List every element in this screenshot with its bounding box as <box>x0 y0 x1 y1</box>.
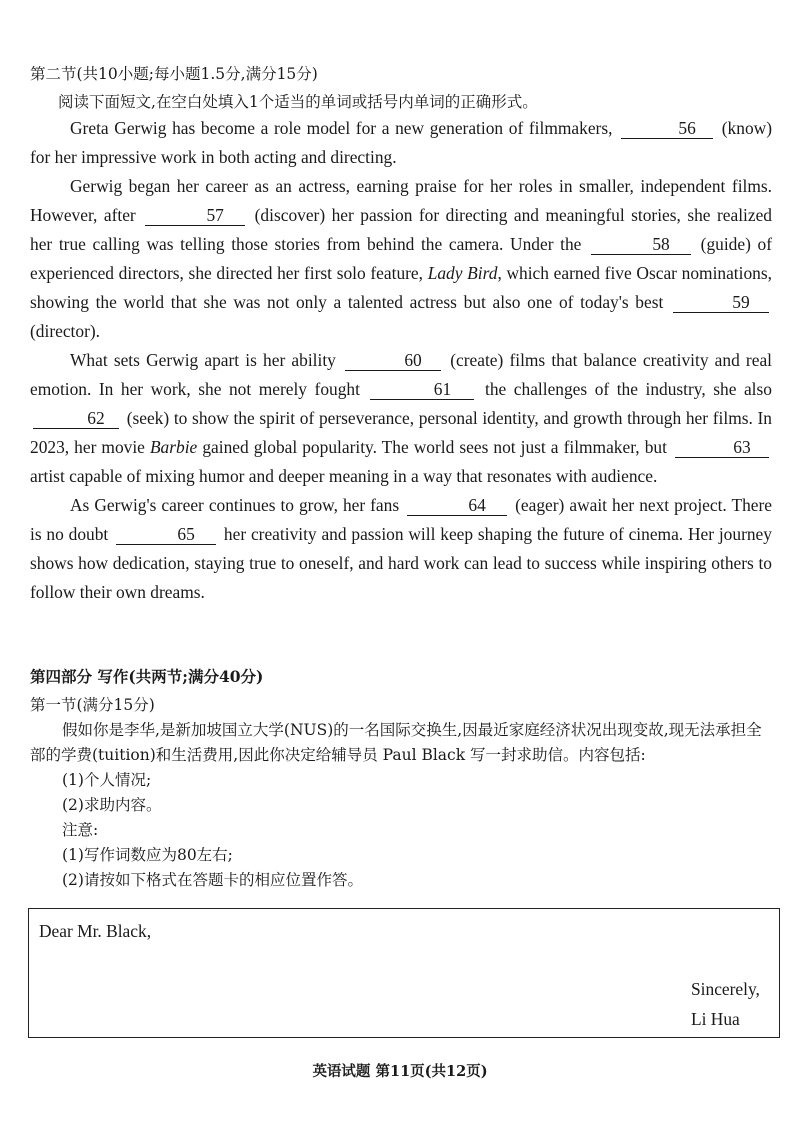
note-2: (2)请按如下格式在答题卡的相应位置作答。 <box>62 871 363 889</box>
part-4-heading: 第四部分 写作(共两节;满分40分) <box>30 667 264 686</box>
passage-paragraph-1 <box>30 114 772 172</box>
passage-text: (guide) of experienced directors, she directed her first solo feature, <box>30 234 772 283</box>
letter-greeting: Dear Mr. Black, <box>39 921 152 941</box>
page-footer: 英语试题 第11页(共12页) <box>312 1063 488 1080</box>
blank-62: 62 <box>33 408 119 429</box>
blank-65: 65 <box>116 524 216 545</box>
passage-paragraph-3 <box>30 346 772 491</box>
passage-text: , which earned five Oscar nominations, showing the world that she was not only a talented actress but also one of today's best <box>30 263 772 312</box>
passage-text: gained global popularity. The world sees not just a filmmaker, but <box>202 437 667 457</box>
cloze-passage <box>30 114 772 607</box>
passage-text: (know) for her impressive work in both acting and directing. <box>30 118 772 167</box>
prompt-item-2: (2)求助内容。 <box>62 796 162 814</box>
blank-64: 64 <box>407 495 507 516</box>
blank-58: 58 <box>591 234 691 255</box>
passage-text: her creativity and passion will keep shaping the future of cinema. Her journey shows how dedication, staying true to oneself, and hard work can lead to success while inspiring others to follow their own dreams. <box>30 524 772 602</box>
blank-60: 60 <box>345 350 441 371</box>
section-1-heading: 第一节(满分15分) <box>30 696 155 714</box>
passage-text: (eager) await her next project. There is no doubt <box>30 495 772 544</box>
blank-61: 61 <box>370 379 474 400</box>
prompt-text: 假如你是李华,是新加坡国立大学(NUS)的一名国际交换生,因最近家庭经济状况出现变故,现无法承担全部的学费(tuition)和生活费用,因此你决定给辅导员 Paul Black 写一封求助信。内容包括: <box>30 721 762 764</box>
passage-text: (director). <box>30 321 101 341</box>
passage-text: (seek) to show the spirit of perseverance, personal identity, and growth through her films. In 2023, her movie <box>30 408 772 457</box>
blank-57: 57 <box>145 205 245 226</box>
passage-paragraph-2 <box>30 172 772 346</box>
prompt-item-1: (1)个人情况; <box>62 771 152 789</box>
blank-59: 59 <box>673 292 769 313</box>
section-2-instruction: 阅读下面短文,在空白处填入1个适当的单词或括号内单词的正确形式。 <box>58 93 538 111</box>
passage-text: (discover) her passion for directing and meaningful stories, she realized her true calling was telling those stories from behind the camera. Under the <box>30 205 772 254</box>
writing-prompt <box>30 718 772 893</box>
section-2-heading: 第二节(共10小题;每小题1.5分,满分15分) <box>30 65 318 83</box>
passage-paragraph-4 <box>30 491 772 607</box>
passage-text: (create) films that balance creativity and real emotion. In her work, she not merely fought <box>30 350 772 399</box>
letter-answer-box <box>28 908 780 1038</box>
letter-closing: Sincerely, <box>691 979 760 999</box>
blank-56: 56 <box>621 118 713 139</box>
passage-text: artist capable of mixing humor and deeper meaning in a way that resonates with audience. <box>30 466 658 486</box>
blank-63: 63 <box>675 437 769 458</box>
passage-text: As Gerwig's career continues to grow, her fans <box>70 495 400 515</box>
passage-text: Gerwig began her career as an actress, earning praise for her roles in smaller, independent films. However, after <box>30 176 772 225</box>
passage-text: What sets Gerwig apart is her ability <box>70 350 336 370</box>
film-title-barbie: Barbie <box>149 437 198 457</box>
passage-text: the challenges of the industry, she also <box>485 379 772 399</box>
note-label: 注意: <box>62 821 99 839</box>
note-1: (1)写作词数应为80左右; <box>62 846 233 864</box>
letter-signature: Li Hua <box>691 1009 740 1029</box>
film-title-lady-bird: Lady Bird <box>427 263 498 283</box>
passage-text: Greta Gerwig has become a role model for a new generation of filmmakers, <box>70 118 613 138</box>
